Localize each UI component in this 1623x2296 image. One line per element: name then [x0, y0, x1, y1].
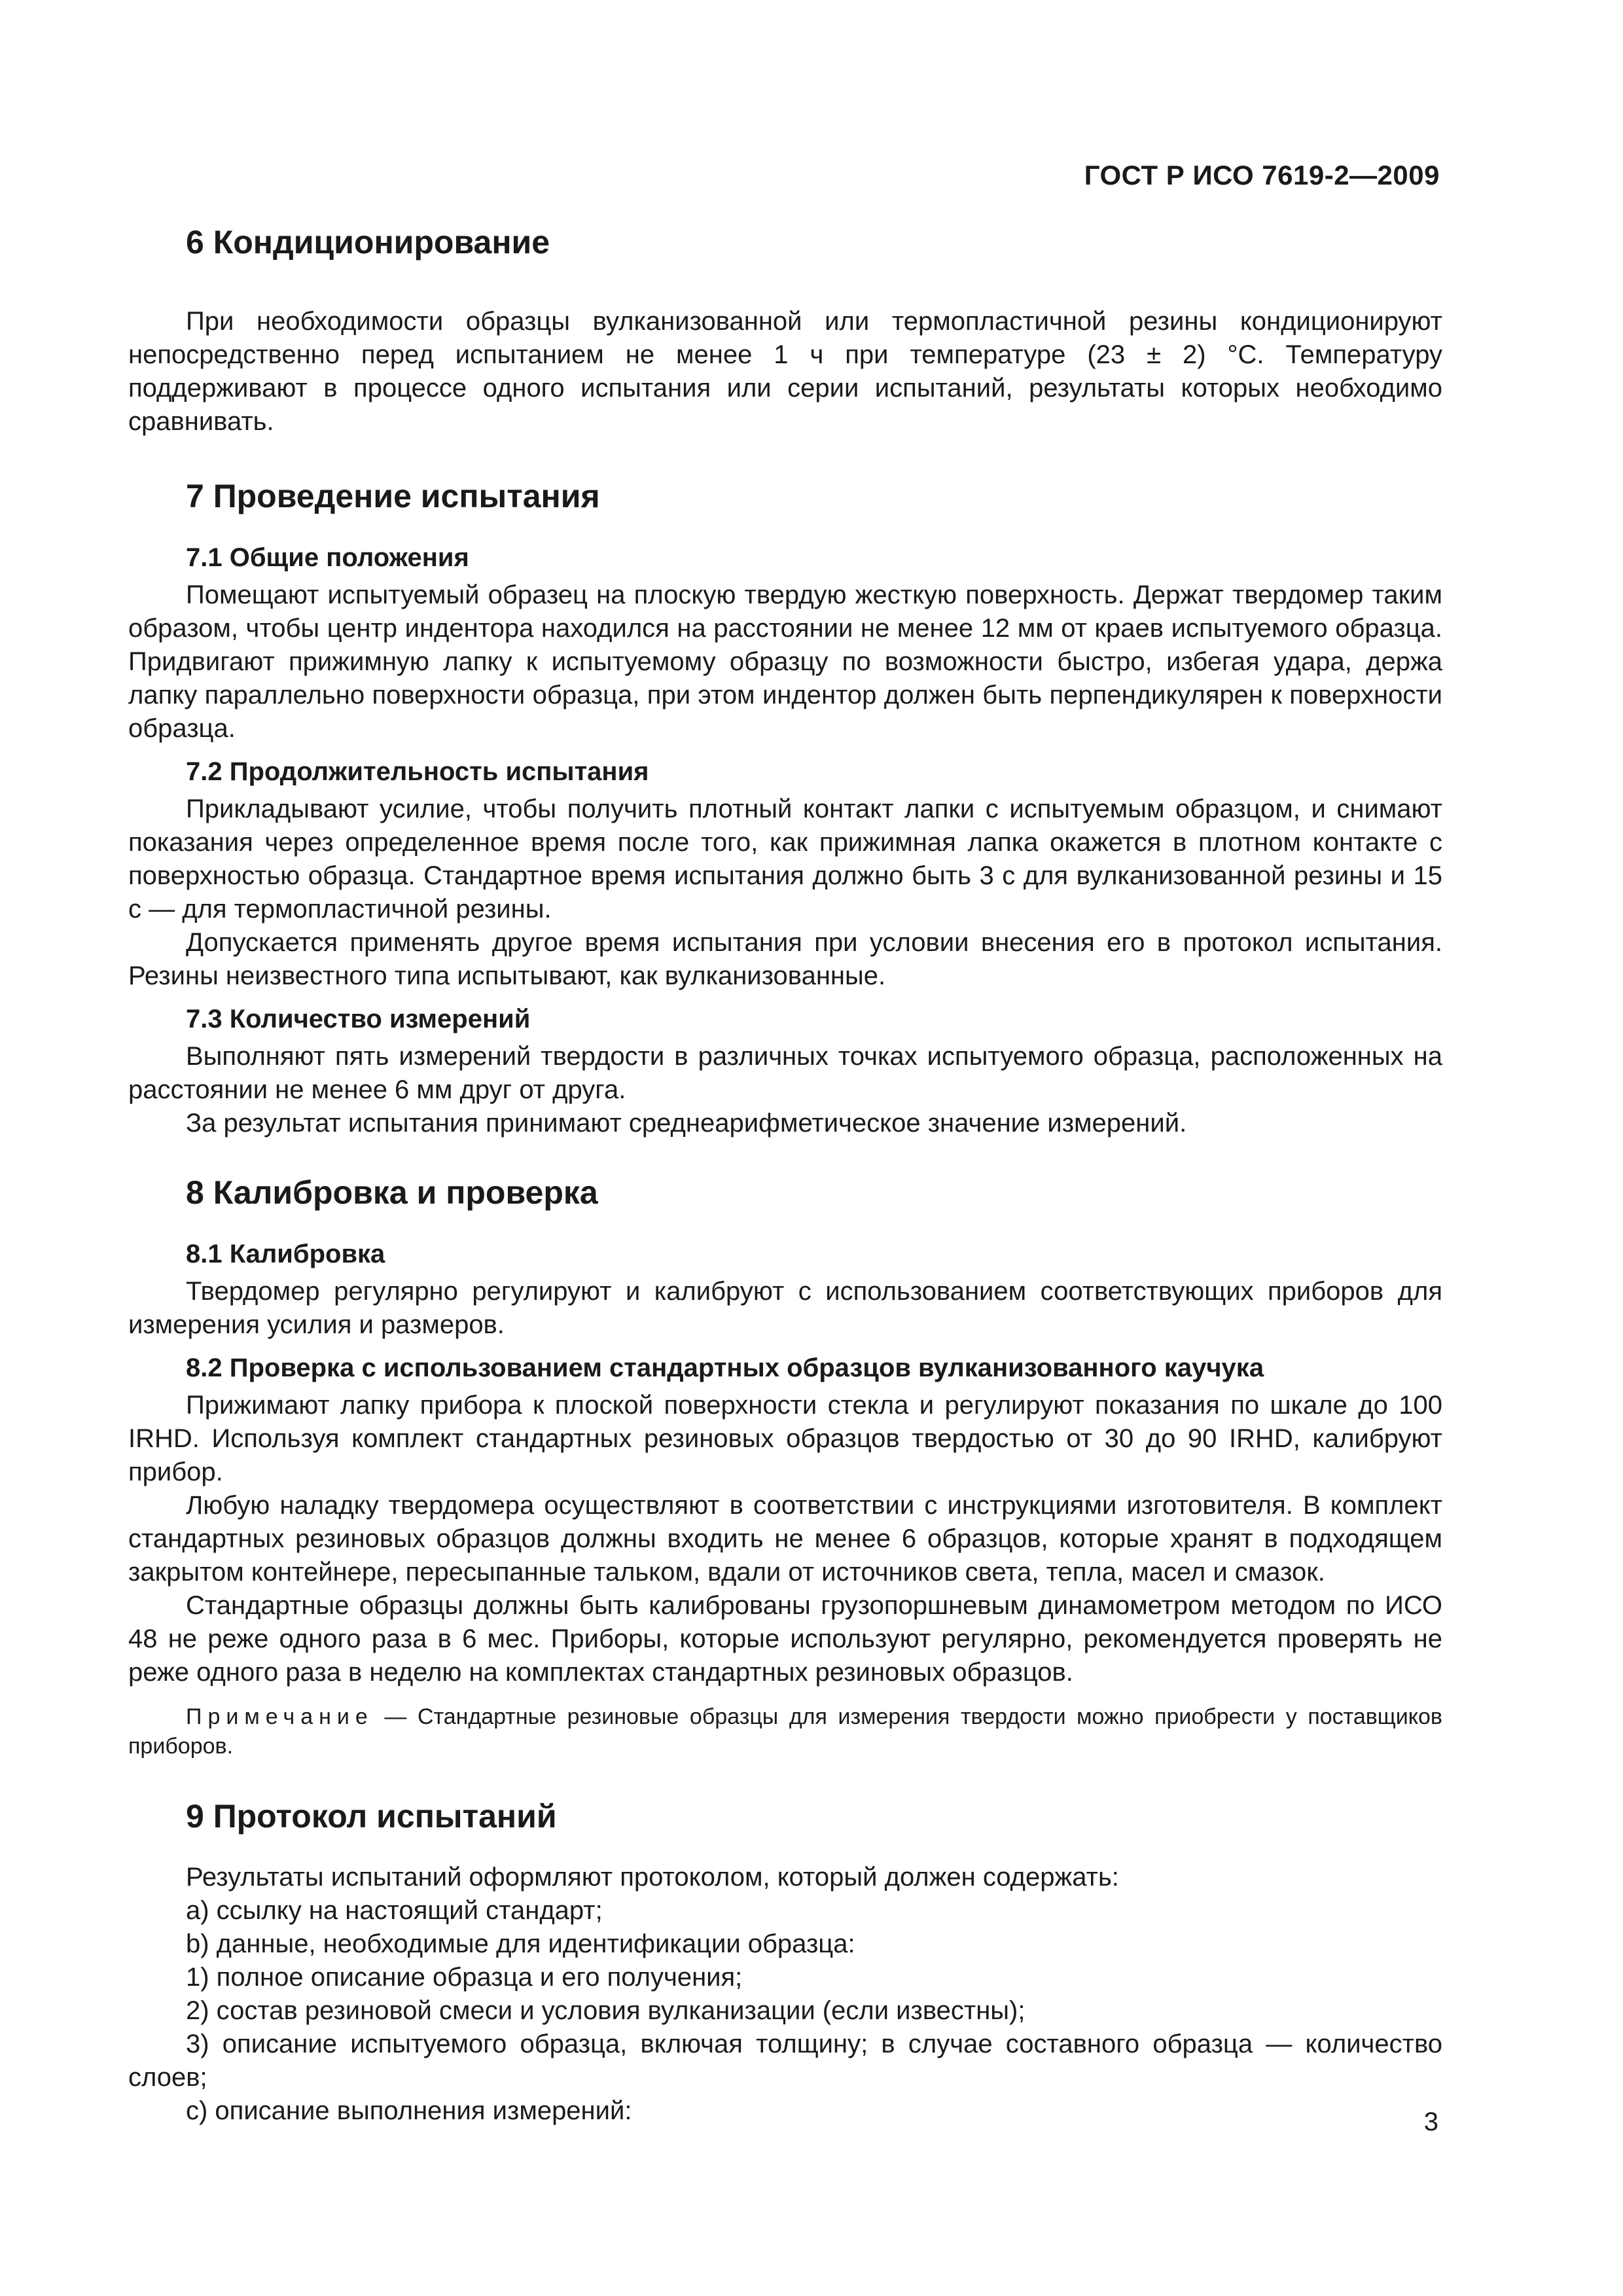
note [128, 1702, 1442, 1761]
note-label: Примечание [186, 1704, 374, 1729]
section-7-1-title: 7.1 Общие положения [186, 543, 469, 572]
page-content [128, 223, 1442, 2128]
section-9-title: 9 Протокол испытаний [186, 1798, 557, 1835]
list-item: b) данные, необходимые для идентификации образца: [186, 1929, 855, 1958]
section-7-title: 7 Проведение испытания [186, 478, 600, 514]
list-item: с) описание выполнения измерений: [186, 2096, 632, 2125]
section-7-2-paragraph-1: Прикладывают усилие, чтобы получить плотный контакт лапки с испытуемым образцом, и снимают показания через определенное время после того, как прижимная лапка окажется в плотном контакте с поверхностью образца. Стандартное время испытания должно быть 3 с для вулканизованной резины и 15 с — для термопластичной резины. [128, 795, 1442, 924]
note-text: — Стандартные резиновые образцы для измерения твердости можно приобрести у поставщиков приборов. [128, 1704, 1442, 1759]
list-item: 2) состав резиновой смеси и условия вулканизации (если известны); [186, 1996, 1026, 2025]
section-6-title: 6 Кондиционирование [186, 224, 550, 260]
section-6-paragraph: При необходимости образцы вулканизованной или термопластичной резины кондиционируют непосредственно перед испытанием не менее 1 ч при температуре (23 ± 2) °C. Температуру поддерживают в процессе одного испытания или серии испытаний, результаты которых необходимо сравнивать. [128, 307, 1442, 436]
section-8-title: 8 Калибровка и проверка [186, 1174, 598, 1211]
section-7-3-paragraph-1: Выполняют пять измерений твердости в различных точках испытуемого образца, расположенных на расстоянии не менее 6 мм друг от друга. [128, 1042, 1442, 1104]
section-7-1-paragraph: Помещают испытуемый образец на плоскую твердую жесткую поверхность. Держат твердомер таким образом, чтобы центр индентора находился на расстоянии не менее 12 мм от краев испытуемого образца. Придвигают прижимную лапку к испытуемому образцу по возможности быстро, избегая удара, держа лапку параллельно поверхности образца, при этом индентор должен быть перпендикулярен к поверхности образца. [128, 581, 1442, 743]
section-9-intro: Результаты испытаний оформляют протоколом, который должен содержать: [186, 1863, 1119, 1892]
section-8-2-paragraph-1: Прижимают лапку прибора к плоской поверхности стекла и регулируют показания по шкале до 100 IRHD. Используя комплект стандартных резиновых образцов твердостью от 30 до 90 IRHD, калибруют прибор. [128, 1391, 1442, 1486]
section-7-3-paragraph-2: За результат испытания принимают среднеарифметическое значение измерений. [186, 1109, 1187, 1138]
page-number: 3 [1423, 2108, 1438, 2136]
section-8-2-paragraph-3: Стандартные образцы должны быть калиброваны грузопоршневым динамометром методом по ИСО 48 не реже одного раза в 6 мес. Приборы, которые используют регулярно, рекомендуется проверять не реже одного раза в неделю на комплектах стандартных резиновых образцов. [128, 1591, 1442, 1687]
section-7-2-title: 7.2 Продолжительность испытания [186, 757, 649, 786]
section-8-2-title: 8.2 Проверка с использованием стандартных образцов вулканизованного каучука [186, 1354, 1264, 1382]
section-7-2-paragraph-2: Допускается применять другое время испытания при условии внесения его в протокол испытания. Резины неизвестного типа испытывают, как вулканизованные. [128, 928, 1442, 990]
section-8-1-title: 8.1 Калибровка [186, 1240, 385, 1268]
section-7-3-title: 7.3 Количество измерений [186, 1005, 531, 1033]
list-item: 1) полное описание образца и его получения; [186, 1963, 743, 1992]
standard-code: ГОСТ Р ИСО 7619-2—2009 [1084, 160, 1440, 190]
section-8-2-paragraph-2: Любую наладку твердомера осуществляют в соответствии с инструкциями изготовителя. В комплект стандартных резиновых образцов должны входить не менее 6 образцов, которые хранят в подходящем закрытом контейнере, пересыпанные тальком, вдали от источников света, тепла, масел и смазок. [128, 1491, 1442, 1587]
list-item: 3) описание испытуемого образца, включая толщину; в случае составного образца — количество слоев; [128, 2030, 1442, 2092]
section-8-1-paragraph: Твердомер регулярно регулируют и калибруют с использованием соответствующих приборов для измерения усилия и размеров. [128, 1277, 1442, 1339]
list-item: а) ссылку на настоящий стандарт; [186, 1896, 603, 1925]
